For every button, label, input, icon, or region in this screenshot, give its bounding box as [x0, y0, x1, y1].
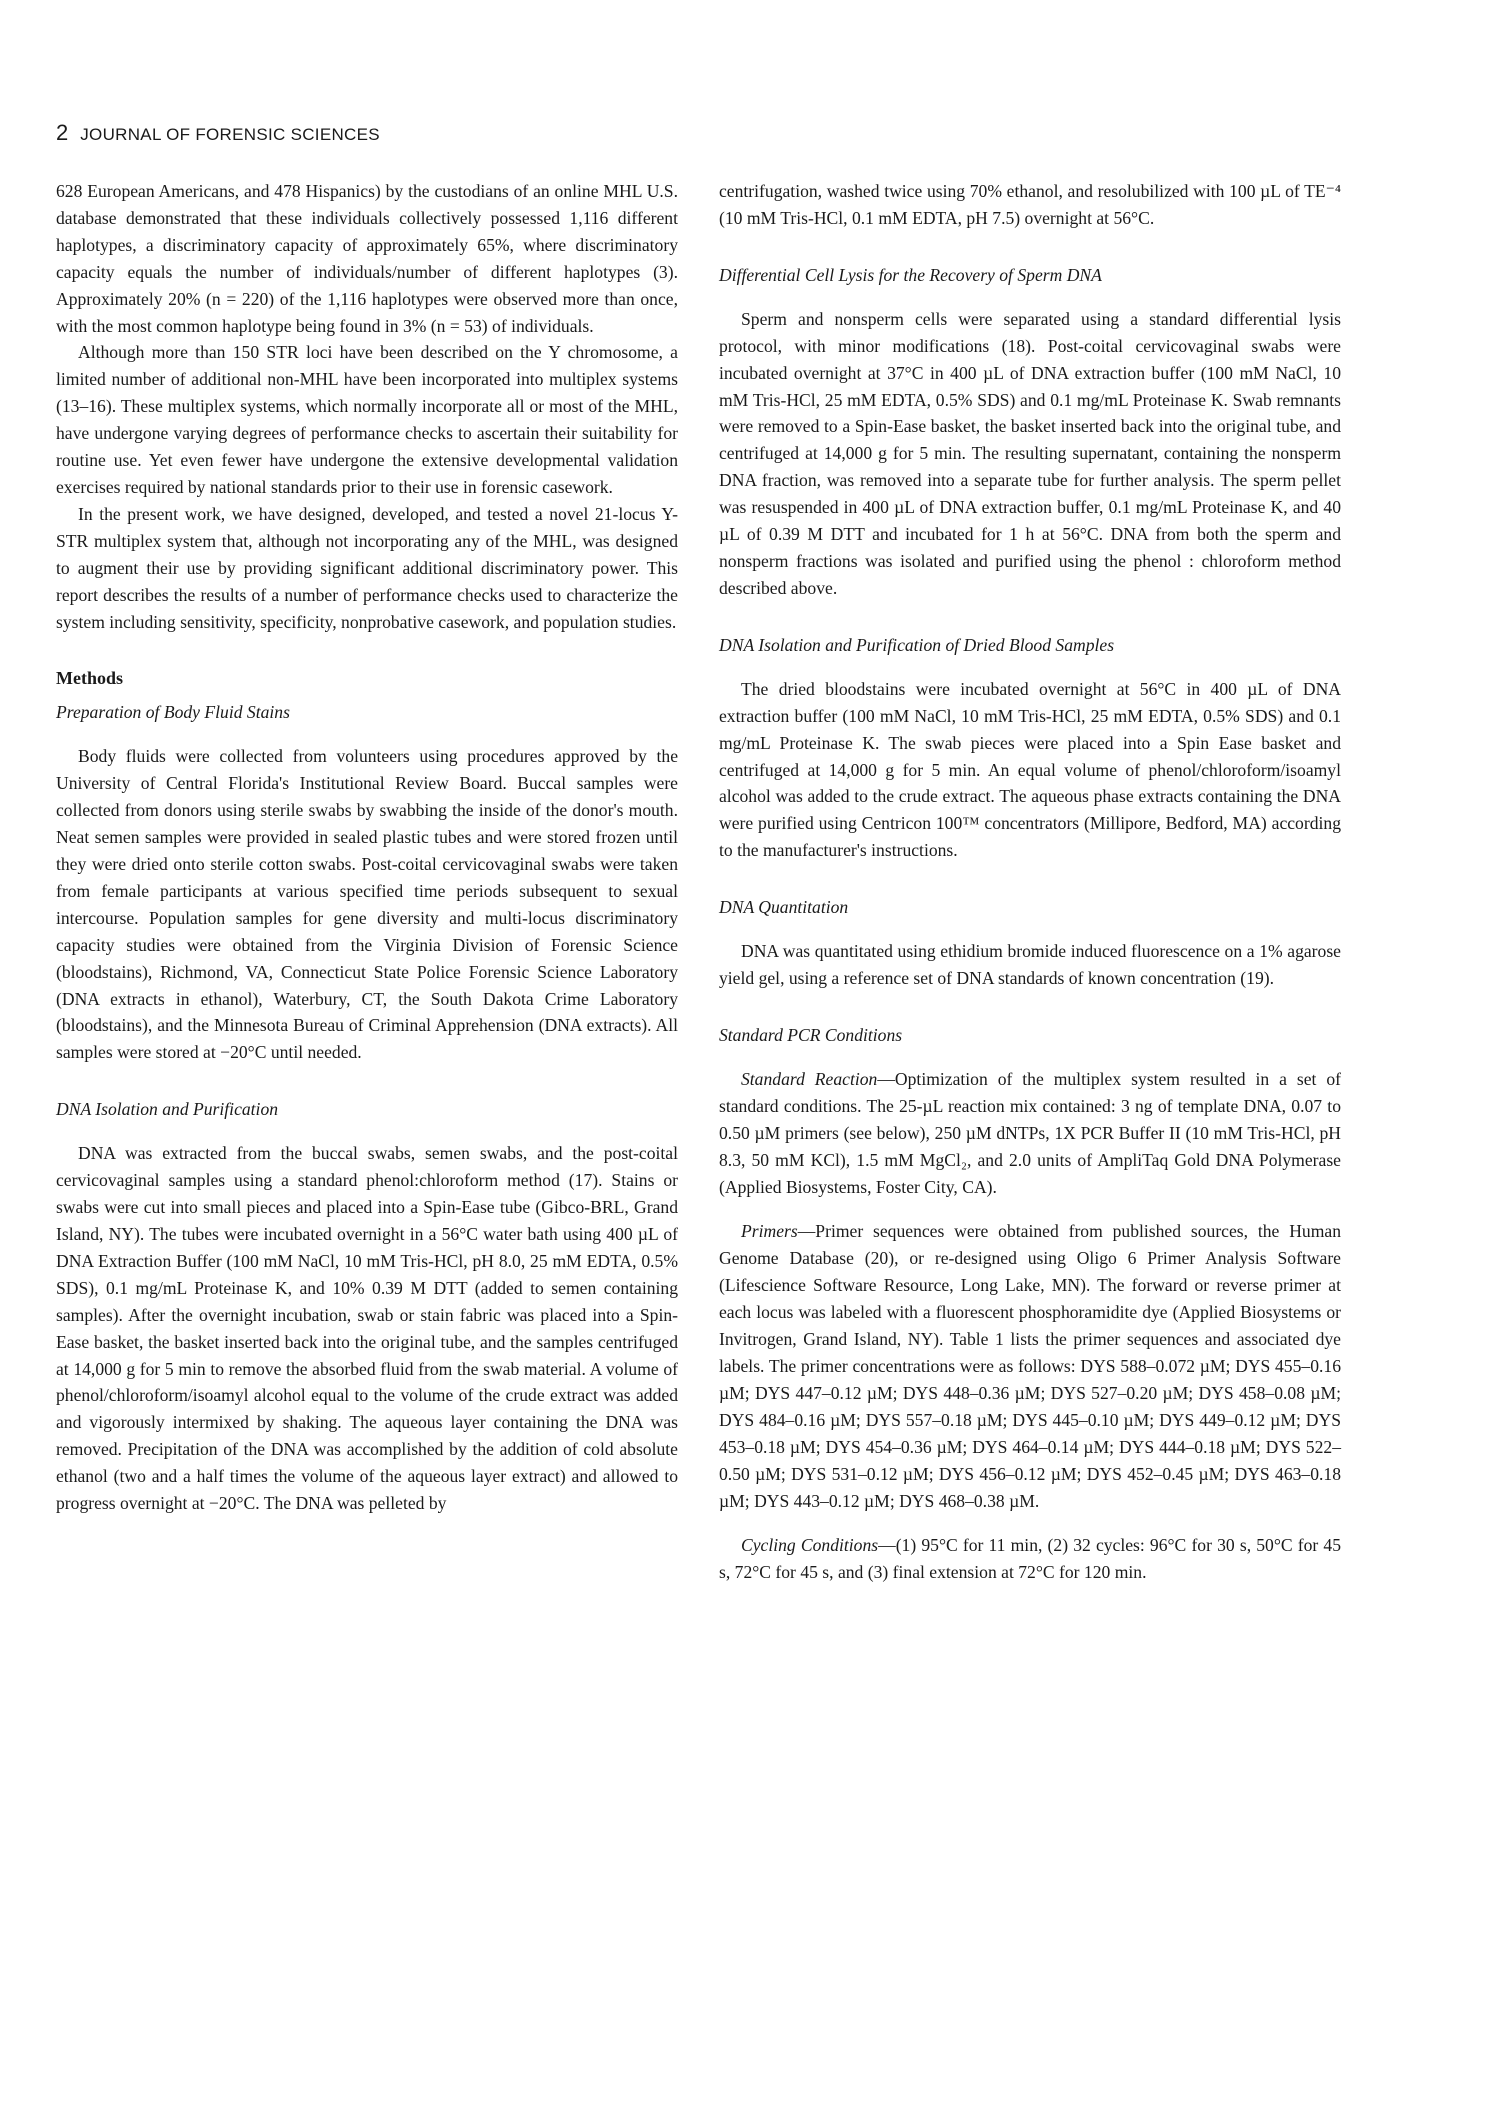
- primers-text: —Primer sequences were obtained from published sources, the Human Genome Database (20), or re-designed using Oligo 6 Primer Analysis Software (Lifescience Software Resource, Long Lake, MN). The forward or reverse primer at each locus was labeled with a fluorescent phosphoramidite dye (Applied Biosystems or Invitrogen, Grand Island, NY). Table 1 lists the primer sequences and associated dye labels. The primer concentrations were as follows: DYS 588–0.072 µM; DYS 455–0.16 µM; DYS 447–0.12 µM; DYS 448–0.36 µM; DYS 527–0.20 µM; DYS 458–0.08 µM; DYS 484–0.16 µM; DYS 557–0.18 µM; DYS 445–0.10 µM; DYS 449–0.12 µM; DYS 453–0.18 µM; DYS 454–0.36 µM; DYS 464–0.14 µM; DYS 444–0.18 µM; DYS 522–0.50 µM; DYS 531–0.12 µM; DYS 456–0.12 µM; DYS 452–0.45 µM; DYS 463–0.18 µM; DYS 443–0.12 µM; DYS 468–0.38 µM.: [719, 1221, 1341, 1511]
- isolation-paragraph: DNA was extracted from the buccal swabs, semen swabs, and the post-coital cervicovaginal samples using a standard phenol:chloroform method (17). Stains or swabs were cut into small pieces and placed into a Spin-Ease tube (Gibco-BRL, Grand Island, NY). The tubes were incubated overnight in a 56°C water bath using 400 µL of DNA Extraction Buffer (100 mM NaCl, 10 mM Tris-HCl, pH 8.0, 25 mM EDTA, 0.5% SDS), 0.1 mg/mL Proteinase K, and 10% 0.39 M DTT (added to semen containing samples). After the overnight incubation, swab or stain fabric was placed into a Spin-Ease basket, the basket inserted back into the original tube, and the samples centrifuged at 14,000 g for 5 min to remove the absorbed fluid from the swab material. A volume of phenol/chloroform/isoamyl alcohol equal to the volume of the crude extract was added and vigorously intermixed by shaking. The aqueous layer containing the DNA was removed. Precipitation of the DNA was accomplished by the addition of cold absolute ethanol (two and a half times the volume of the aqueous layer extract) and allowed to progress overnight at −20°C. The DNA was pelleted by: [56, 1143, 678, 1514]
- primers-label: Primers: [741, 1221, 798, 1242]
- right-column: [719, 178, 1341, 1586]
- primers-paragraph: [719, 1218, 1341, 1514]
- quantitation-heading: DNA Quantitation: [719, 897, 849, 918]
- isolation-heading: DNA Isolation and Purification: [56, 1099, 279, 1120]
- page-number: 2: [56, 120, 69, 145]
- prep-paragraph: Body fluids were collected from volunteers using procedures approved by the University of Central Florida's Institutional Review Board. Buccal samples were collected from donors using sterile swabs by swabbing the inside of the donor's mouth. Neat semen samples were provided in sealed plastic tubes and were stored frozen until they were dried onto sterile cotton swabs. Post-coital cervicovaginal swabs were taken from female participants at various specified time periods subsequent to sexual intercourse. Population samples for gene diversity and multi-locus discriminatory capacity studies were obtained from the Virginia Division of Forensic Science (bloodstains), Richmond, VA, Connecticut State Police Forensic Science Laboratory (DNA extracts in ethanol), Waterbury, CT, the South Dakota Crime Laboratory (bloodstains), and the Minnesota Bureau of Criminal Apprehension (DNA extracts). All samples were stored at −20°C until needed.: [56, 746, 678, 1063]
- prep-heading: Preparation of Body Fluid Stains: [56, 702, 290, 723]
- lysis-heading: Differential Cell Lysis for the Recovery of Sperm DNA: [719, 264, 1102, 285]
- cycling-text: —(1) 95°C for 11 min, (2) 32 cycles: 96°C for 30 s, 50°C for 45 s, 72°C for 45 s, and (3) final extension at 72°C for 120 min.: [719, 1535, 1342, 1583]
- intro-paragraph-1: 628 European Americans, and 478 Hispanics) by the custodians of an online MHL U.S. database demonstrated that these individuals collectively possessed 1,116 different haplotypes, a discriminatory capacity of approximately 65%, where discriminatory capacity equals the number of individuals/number of different haplotypes (3). Approximately 20% (n = 220) of the 1,116 haplotypes were observed more than once, with the most common haplotype being found in 3% (n = 53) of individuals.: [56, 181, 678, 336]
- quantitation-paragraph: DNA was quantitated using ethidium bromide induced fluorescence on a 1% agarose yield gel, using a reference set of DNA standards of known concentration (19).: [719, 941, 1341, 989]
- left-column: [56, 178, 678, 1517]
- intro-paragraph-3: In the present work, we have designed, developed, and tested a novel 21-locus Y-STR multiplex system that, although not incorporating any of the MHL, was designed to augment their use by providing significant additional discriminatory power. This report describes the results of a number of performance checks used to characterize the system including sensitivity, specificity, nonprobative casework, and population studies.: [56, 503, 678, 632]
- blood-paragraph: The dried bloodstains were incubated overnight at 56°C in 400 µL of DNA extraction buffer (100 mM NaCl, 10 mM Tris-HCl, 25 mM EDTA, 0.5% SDS) and 0.1 mg/mL Proteinase K. The swab pieces were placed into a Spin Ease basket and centrifuged at 14,000 g for 5 min. An equal volume of phenol/chloroform/isoamyl alcohol was added to the crude extract. The aqueous phase extracts containing the DNA were purified using Centricon 100™ concentrators (Millipore, Bedford, MA) according to the manufacturer's instructions.: [719, 678, 1341, 861]
- reaction-text: —Optimization of the multiplex system resulted in a set of standard conditions. The 25-µL reaction mix contained: 3 ng of template DNA, 0.07 to 0.50 µM primers (see below), 250 µM dNTPs, 1X PCR Buffer II (10 mM Tris-HCl, pH 8.3, 50 mM KCl), 1.5 mM MgCl₂, and 2.0 units of AmpliTaq Gold DNA Polymerase (Applied Biosystems, Foster City, CA).: [719, 1068, 1341, 1197]
- intro-paragraph-2: Although more than 150 STR loci have been described on the Y chromosome, a limited number of additional non-MHL have been incorporated into multiplex systems (13–16). These multiplex systems, which normally incorporate all or most of the MHL, have undergone varying degrees of performance checks to ascertain their suitability for routine use. Yet even fewer have undergone the extensive developmental validation exercises required by national standards prior to their use in forensic casework.: [56, 342, 678, 497]
- journal-title: JOURNAL OF FORENSIC SCIENCES: [80, 125, 380, 144]
- reaction-paragraph: [719, 1066, 1341, 1201]
- continued-paragraph: centrifugation, washed twice using 70% ethanol, and resolubilized with 100 µL of TE⁻⁴ (10 mM Tris-HCl, 0.1 mM EDTA, pH 7.5) overnight at 56°C.: [719, 181, 1341, 228]
- cycling-paragraph: [719, 1532, 1341, 1586]
- methods-heading: Methods: [56, 668, 123, 689]
- lysis-paragraph: Sperm and nonsperm cells were separated using a standard differential lysis protocol, with minor modifications (18). Post-coital cervicovaginal swabs were incubated overnight at 37°C in 400 µL of DNA extraction buffer (100 mM NaCl, 10 mM Tris-HCl, 25 mM EDTA, 0.5% SDS) and 0.1 mg/mL Proteinase K. Swab remnants were removed to a Spin-Ease basket, the basket inserted back into the original tube, and centrifuged at 14,000 g for 5 min. The resulting supernatant, containing the nonsperm DNA fraction, was removed into a separate tube for further analysis. The sperm pellet was resuspended in 400 µL of DNA extraction buffer, 0.1 mg/mL Proteinase K, and 40 µL of 0.39 M DTT and incubated for 1 h at 56°C. DNA from both the sperm and nonsperm fractions was isolated and purified using the phenol : chloroform method described above.: [719, 308, 1341, 598]
- running-head: [56, 120, 380, 150]
- blood-heading: DNA Isolation and Purification of Dried Blood Samples: [719, 634, 1115, 655]
- pcr-heading: Standard PCR Conditions: [719, 1024, 903, 1045]
- reaction-label: Standard Reaction: [741, 1068, 878, 1089]
- cycling-label: Cycling Conditions: [741, 1535, 879, 1556]
